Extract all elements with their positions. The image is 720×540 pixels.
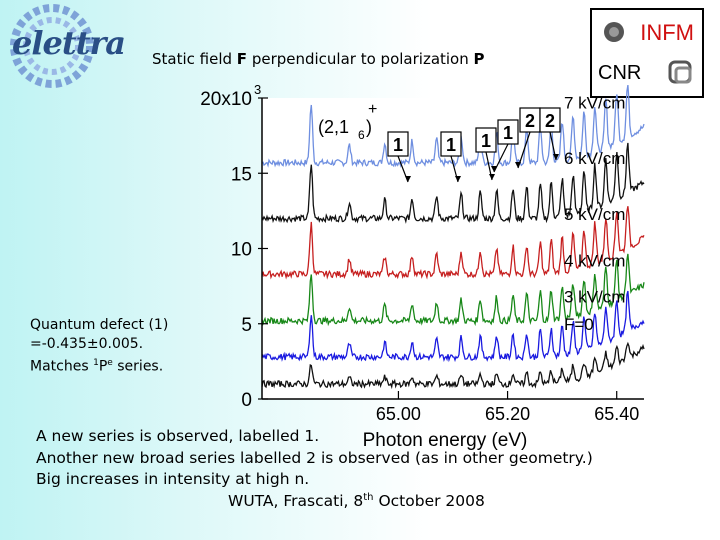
annotation-label-1: 1: [445, 135, 457, 155]
series-label-4: 3 kV/cm: [564, 287, 626, 307]
resonance-superscript: +: [368, 101, 378, 118]
description-line-1: A new series is observed, labelled 1.: [36, 427, 320, 445]
footer-citation: WUTA, Frascati, 8th October 2008: [228, 492, 485, 511]
series-label-0: 7 kV/cm: [564, 93, 626, 113]
series-label-2: 5 kV/cm: [564, 204, 626, 224]
resonance-subscript: 6: [358, 128, 365, 142]
description-line-2: Another new broad series labelled 2 is observed (as in other geometry.): [36, 448, 593, 467]
y-tick-label-3: 15: [230, 164, 252, 186]
infm-label: INFM: [640, 20, 694, 45]
y-tick-label-0: 0: [241, 390, 252, 411]
description-line-3: Big increases in intensity at high n.: [36, 470, 310, 488]
resonance-close: ): [366, 117, 372, 137]
cnr-label: CNR: [598, 62, 642, 84]
slide-title: Static field F perpendicular to polarization P: [152, 50, 485, 68]
description-text: [36, 426, 696, 491]
series-label-5: F=0: [564, 314, 594, 334]
x-tick-label-0: 65.00: [375, 404, 421, 424]
y-tick-label-1: 5: [241, 314, 252, 336]
annotation-label-3: 1: [502, 123, 514, 143]
annotation-label-2: 1: [480, 131, 492, 151]
series-label-1: 6 kV/cm: [564, 149, 626, 169]
y-tick-label-4: 20x10: [200, 89, 252, 110]
annotation-label-0: 1: [392, 135, 404, 155]
series-label-3: 4 kV/cm: [564, 251, 626, 271]
x-tick-label-1: 65.20: [485, 404, 531, 424]
x-tick-label-2: 65.40: [594, 404, 640, 424]
y-exponent: 3: [254, 82, 262, 97]
annotation-label-5: 2: [544, 111, 556, 131]
x-axis-label: Photon energy (eV): [362, 430, 528, 451]
elettra-logo-text: elettra: [12, 24, 126, 62]
quantum-defect-note: Quantum defect (1) =-0.435±0.005. Matches $^1P^e$ series.: [30, 317, 169, 375]
y-tick-label-2: 10: [230, 239, 252, 261]
resonance-label: (2,1: [318, 117, 350, 137]
annotation-label-4: 2: [524, 111, 536, 131]
